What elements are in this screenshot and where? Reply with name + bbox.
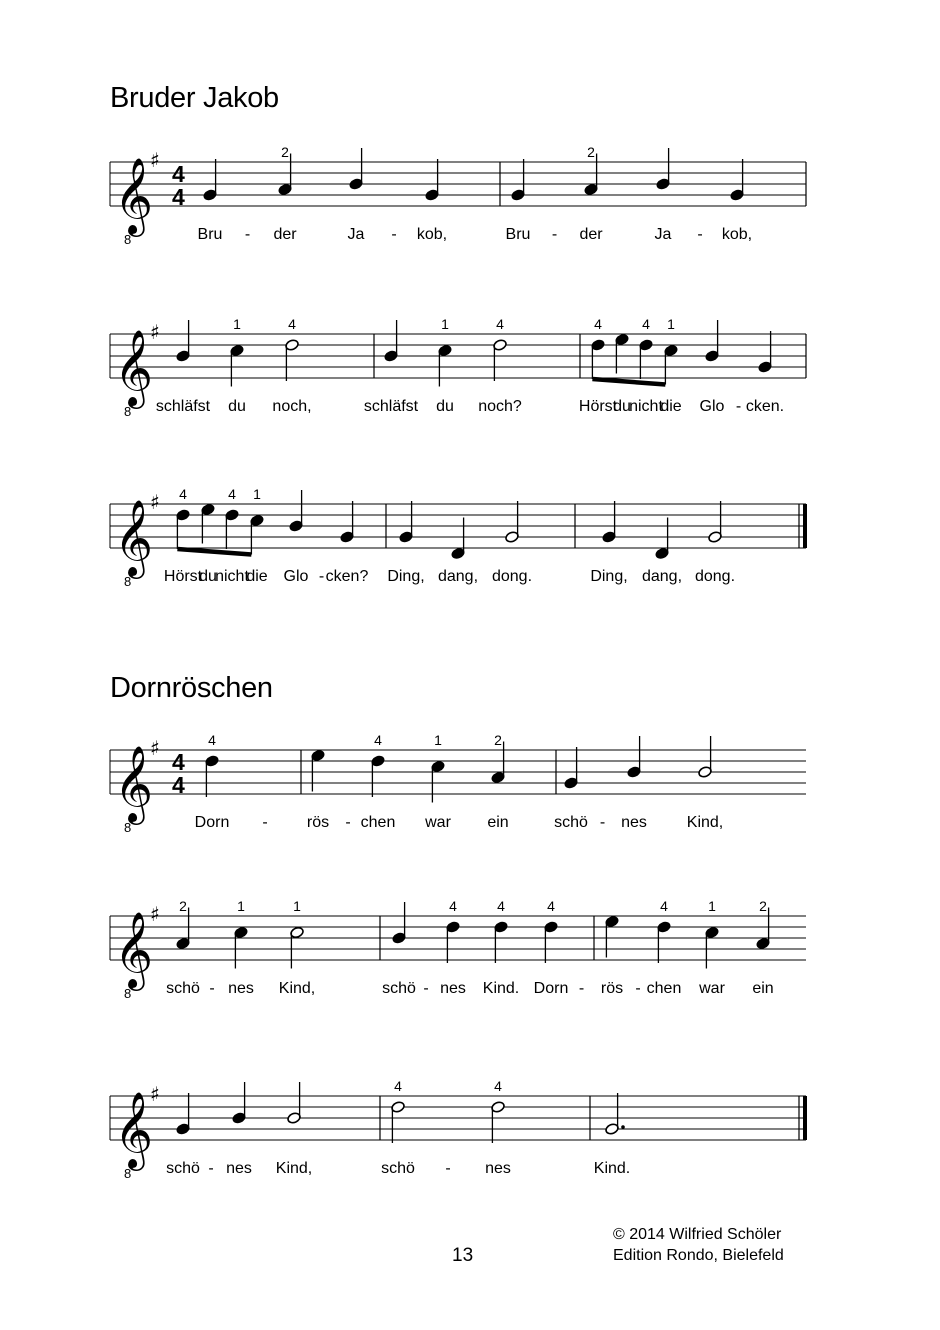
fingering-number: 4: [494, 1078, 502, 1094]
fingering-number: 4: [288, 316, 296, 332]
fingering-number: 2: [179, 898, 187, 914]
lyric-syllable: Ding,: [590, 568, 628, 585]
lyric-syllable: nes: [621, 814, 647, 831]
lyric-syllable: schläfst: [363, 398, 419, 415]
lyric-syllable: die: [246, 568, 268, 585]
staff-system: [0, 1074, 940, 1194]
fingering-number: 4: [374, 732, 382, 748]
staff-svg: [0, 140, 940, 260]
lyric-hyphen: -: [697, 226, 703, 243]
song-title-dornroeschen: Dornröschen: [110, 672, 273, 704]
fingering-number: 1: [434, 732, 442, 748]
fingering-number: 4: [496, 316, 504, 332]
lyric-hyphen: -: [445, 1160, 451, 1177]
lyric-syllable: kob,: [721, 226, 753, 243]
lyric-syllable: Kind.: [482, 980, 520, 997]
fingering-number: 4: [642, 316, 650, 332]
lyric-hyphen: -: [423, 980, 429, 997]
fingering-number: 4: [208, 732, 216, 748]
lyric-hyphen: -: [209, 980, 215, 997]
sharp-icon: ♯: [150, 148, 160, 172]
lyric-syllable: schö: [166, 1160, 200, 1177]
staff-svg: [0, 312, 940, 432]
lyric-hyphen: -: [391, 226, 397, 243]
staff-system: [0, 894, 940, 1014]
time-signature-top: 4: [172, 161, 185, 187]
lyric-syllable: dong.: [491, 568, 533, 585]
lyric-hyphen: -: [635, 980, 641, 997]
augmentation-dot: [621, 1125, 625, 1129]
lyric-syllable: Kind,: [278, 980, 316, 997]
sharp-icon: ♯: [150, 902, 160, 926]
publisher-line: Edition Rondo, Bielefeld: [613, 1247, 784, 1264]
fingering-number: 1: [293, 898, 301, 914]
lyric-syllable: Glo: [699, 398, 725, 415]
lyric-syllable: du: [228, 398, 246, 415]
treble-clef-icon: 𝄞: [114, 157, 154, 234]
lyric-syllable: cken.: [745, 398, 785, 415]
lyric-syllable: dang,: [437, 568, 479, 585]
lyric-syllable: nes: [485, 1160, 511, 1177]
lyric-syllable: Dorn: [533, 980, 569, 997]
lyric-syllable: Ja: [654, 226, 672, 243]
fingering-number: 1: [708, 898, 716, 914]
lyric-hyphen: -: [735, 398, 742, 415]
lyric-syllable: nes: [228, 980, 254, 997]
fingering-number: 1: [667, 316, 675, 332]
lyric-syllable: war: [699, 980, 725, 997]
lyric-syllable: nicht: [629, 398, 663, 415]
fingering-number: 4: [497, 898, 505, 914]
staff-system: [0, 140, 940, 260]
fingering-number: 2: [587, 144, 595, 160]
sharp-icon: ♯: [150, 1082, 160, 1106]
lyric-syllable: schö: [381, 1160, 415, 1177]
lyric-syllable: noch,: [272, 398, 312, 415]
fingering-number: 4: [594, 316, 602, 332]
lyric-syllable: cken?: [325, 568, 369, 585]
octave-marker: 8: [124, 986, 132, 1001]
lyric-syllable: Bru: [197, 226, 223, 243]
lyric-syllable: Kind,: [686, 814, 724, 831]
final-barline-thick: [803, 1096, 807, 1140]
treble-clef-icon: 𝄞: [114, 329, 154, 406]
treble-clef-icon: 𝄞: [114, 745, 154, 822]
staff-system: [0, 728, 940, 848]
lyric-syllable: du: [199, 568, 217, 585]
lyric-syllable: schö: [554, 814, 588, 831]
time-signature-bottom: 4: [172, 184, 185, 210]
staff-system: [0, 482, 940, 602]
song-title-bruder-jakob: Bruder Jakob: [110, 82, 279, 114]
lyric-syllable: du: [436, 398, 454, 415]
lyric-syllable: Hörst: [163, 568, 203, 585]
lyric-syllable: Ja: [347, 226, 365, 243]
lyric-syllable: Ding,: [387, 568, 425, 585]
lyric-syllable: nes: [226, 1160, 252, 1177]
lyric-syllable: die: [660, 398, 682, 415]
lyric-syllable: Hörst: [578, 398, 618, 415]
lyric-syllable: rös: [600, 980, 624, 997]
lyric-syllable: ein: [487, 814, 509, 831]
octave-marker: 8: [124, 1166, 132, 1181]
lyric-syllable: der: [273, 226, 297, 243]
lyric-syllable: Bru: [505, 226, 531, 243]
lyric-syllable: chen: [646, 980, 682, 997]
sharp-icon: ♯: [150, 490, 160, 514]
page-number: 13: [452, 1245, 474, 1266]
beam: [177, 549, 251, 555]
lyric-syllable: chen: [360, 814, 396, 831]
fingering-number: 1: [253, 486, 261, 502]
time-signature-bottom: 4: [172, 772, 185, 798]
fingering-number: 4: [449, 898, 457, 914]
fingering-number: 2: [281, 144, 289, 160]
lyric-syllable: dang,: [641, 568, 683, 585]
lyric-syllable: nes: [440, 980, 466, 997]
beam: [592, 379, 665, 385]
fingering-number: 2: [494, 732, 502, 748]
lyric-syllable: Kind.: [593, 1160, 631, 1177]
fingering-number: 4: [660, 898, 668, 914]
lyric-syllable: schläfst: [155, 398, 211, 415]
octave-marker: 8: [124, 232, 132, 247]
lyric-syllable: noch?: [478, 398, 522, 415]
lyric-syllable: nicht: [215, 568, 249, 585]
lyric-syllable: ein: [752, 980, 774, 997]
lyric-syllable: schö: [166, 980, 200, 997]
lyric-syllable: Glo: [283, 568, 309, 585]
treble-clef-icon: 𝄞: [114, 1091, 154, 1168]
fingering-number: 4: [228, 486, 236, 502]
lyric-syllable: war: [425, 814, 451, 831]
lyric-syllable: schö: [382, 980, 416, 997]
lyric-syllable: du: [613, 398, 631, 415]
lyric-syllable: rös: [306, 814, 330, 831]
staff-system: [0, 312, 940, 432]
lyric-syllable: Dorn: [194, 814, 230, 831]
staff-svg: [0, 894, 940, 1014]
fingering-number: 4: [547, 898, 555, 914]
final-barline-thick: [803, 504, 807, 548]
octave-marker: 8: [124, 820, 132, 835]
treble-clef-icon: 𝄞: [114, 499, 154, 576]
sharp-icon: ♯: [150, 736, 160, 760]
octave-marker: 8: [124, 574, 132, 589]
lyric-hyphen: -: [551, 226, 558, 243]
lyric-syllable: Kind,: [275, 1160, 313, 1177]
lyric-syllable: der: [579, 226, 603, 243]
lyric-syllable: kob,: [416, 226, 448, 243]
fingering-number: 4: [394, 1078, 402, 1094]
fingering-number: 4: [179, 486, 187, 502]
lyric-hyphen: -: [208, 1160, 214, 1177]
copyright-line: © 2014 Wilfried Schöler: [613, 1226, 782, 1243]
lyric-hyphen: -: [599, 814, 606, 831]
staff-svg: [0, 1074, 940, 1194]
octave-marker: 8: [124, 404, 132, 419]
fingering-number: 2: [759, 898, 767, 914]
lyric-hyphen: -: [244, 226, 251, 243]
lyric-hyphen: -: [345, 814, 351, 831]
fingering-number: 1: [233, 316, 241, 332]
fingering-number: 1: [441, 316, 449, 332]
lyric-hyphen: -: [578, 980, 585, 997]
lyric-syllable: dong.: [694, 568, 736, 585]
staff-svg: [0, 728, 940, 848]
treble-clef-icon: 𝄞: [114, 911, 154, 988]
fingering-number: 1: [237, 898, 245, 914]
time-signature-top: 4: [172, 749, 185, 775]
sharp-icon: ♯: [150, 320, 160, 344]
lyric-hyphen: -: [318, 568, 325, 585]
lyric-hyphen: -: [262, 814, 268, 831]
copyright-footer: [613, 1224, 784, 1266]
